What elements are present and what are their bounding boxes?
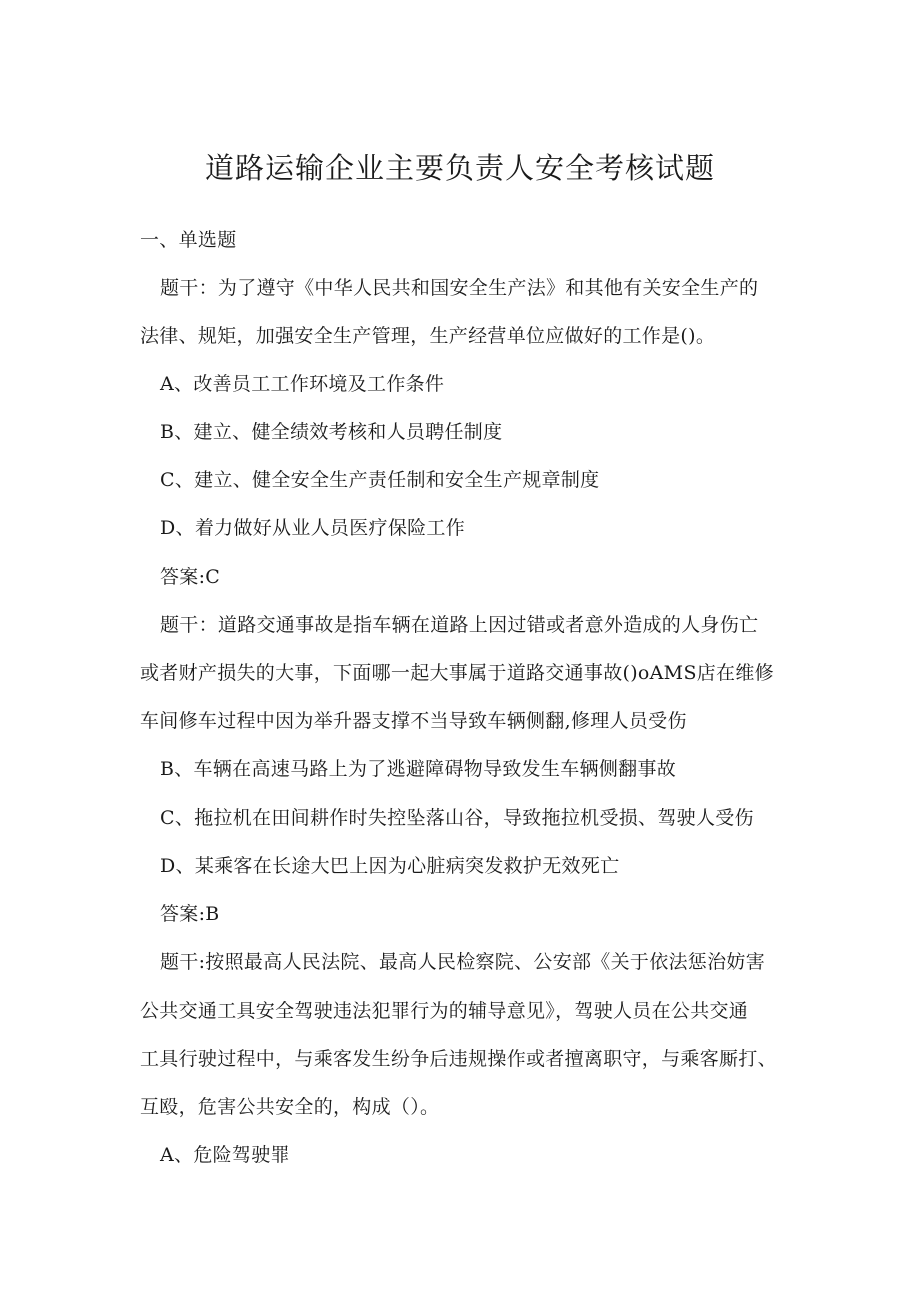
answer: 答案:C <box>160 566 221 588</box>
question-stem-line: 工具行驶过程中，与乘客发生纷争后违规操作或者擅离职守，与乘客厮打、 <box>140 1048 777 1070</box>
question-stem-line: 题干：道路交通事故是指车辆在道路上因过错或者意外造成的人身伤亡 <box>160 614 759 636</box>
question-stem-line: 题干:按照最高人民法院、最高人民检察院、公安部《关于依法惩治妨害 <box>160 951 766 973</box>
option-d: D、某乘客在长途大巴上因为心脏病突发救护无效死亡 <box>160 855 620 877</box>
option-c: C、建立、健全安全生产责任制和安全生产规章制度 <box>160 469 600 491</box>
section-heading: 一、单选题 <box>140 229 237 251</box>
option-d: D、着力做好从业人员医疗保险工作 <box>160 517 466 539</box>
option-a: A、危险驾驶罪 <box>160 1144 290 1166</box>
page-title: 道路运输企业主要负责人安全考核试题 <box>204 151 715 185</box>
answer: 答案:B <box>160 903 220 925</box>
question-stem-line: 或者财产损失的大事，下面哪一起大事属于道路交通事故()oAMS店在维修 <box>140 662 774 684</box>
question-stem-line: 互殴，危害公共安全的，构成（）。 <box>140 1096 440 1118</box>
option-c: C、拖拉机在田间耕作时失控坠落山谷，导致拖拉机受损、驾驶人受伤 <box>160 807 754 829</box>
option-b: B、车辆在高速马路上为了逃避障碍物导致发生车辆侧翻事故 <box>160 758 677 780</box>
question-stem-line: 车间修车过程中因为举升器支撑不当导致车辆侧翻,修理人员受伤 <box>140 710 687 732</box>
question-stem-line: 公共交通工具安全驾驶违法犯罪行为的辅导意见》，驾驶人员在公共交通 <box>140 1000 749 1022</box>
option-a: A、改善员工工作环境及工作条件 <box>160 373 445 395</box>
question-stem-line: 法律、规矩，加强安全生产管理，生产经营单位应做好的工作是()。 <box>140 325 716 347</box>
question-stem-line: 题干：为了遵守《中华人民共和国安全生产法》和其他有关安全生产的 <box>160 277 759 299</box>
option-b: B、建立、健全绩效考核和人员聘任制度 <box>160 421 503 443</box>
